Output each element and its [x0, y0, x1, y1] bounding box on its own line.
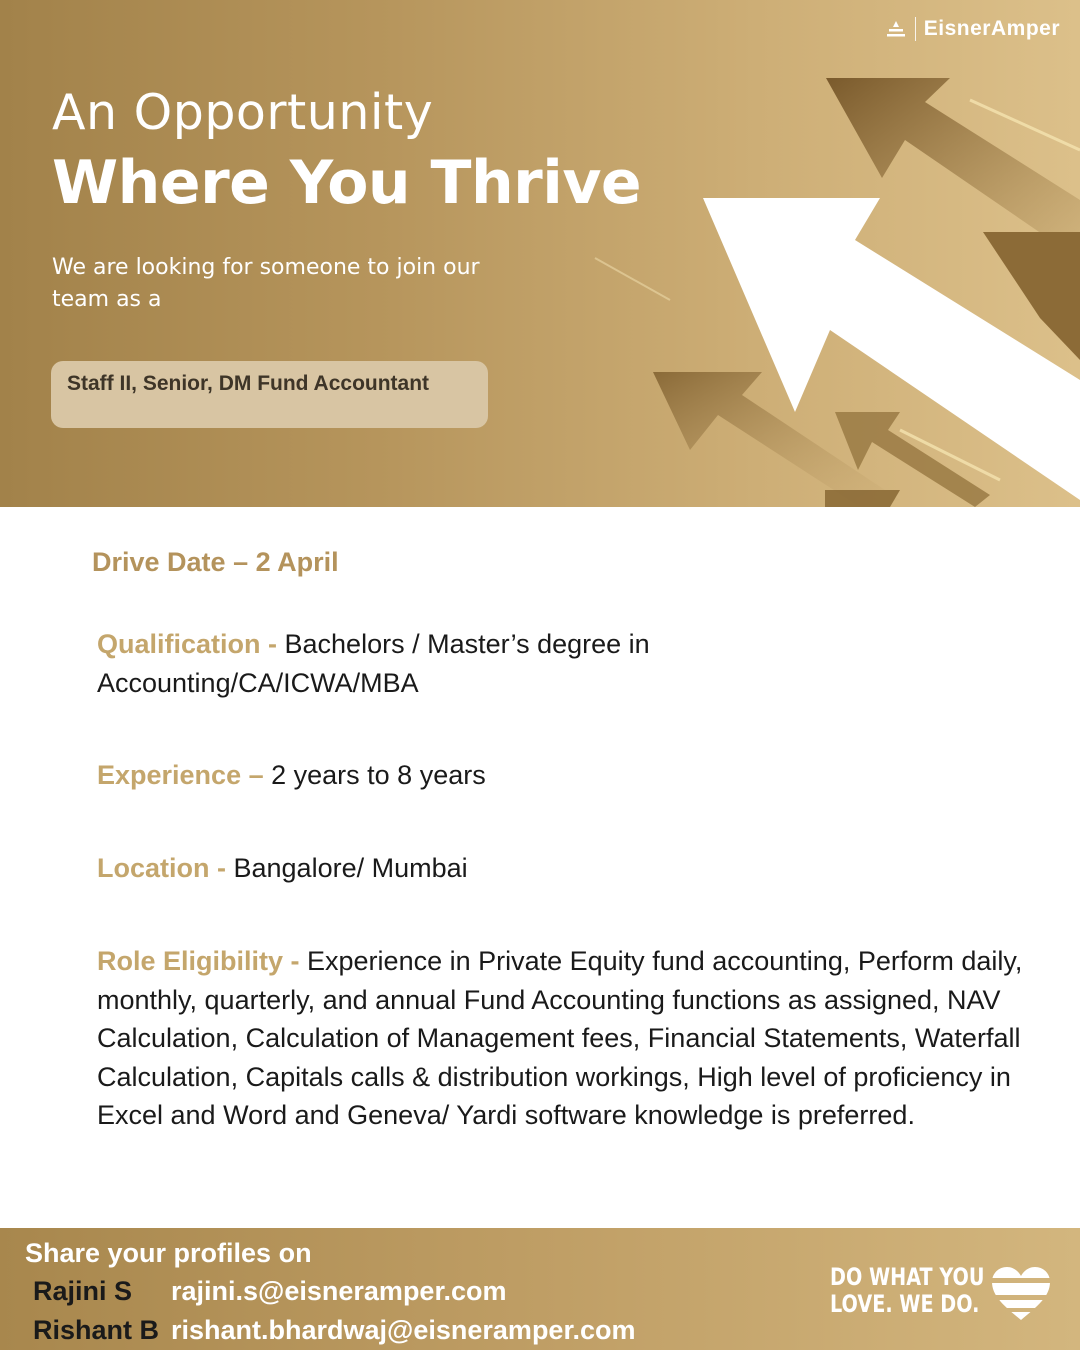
location-label: Location - [97, 853, 234, 883]
intro-text: We are looking for someone to join our team as a [52, 255, 480, 312]
qualification-label: Qualification - [97, 629, 285, 659]
striped-heart-icon [990, 1266, 1052, 1322]
contact-row [33, 1276, 506, 1307]
contact-name: Rishant B [33, 1315, 160, 1345]
contact-email[interactable]: rishant.bhardwaj@eisneramper.com [171, 1315, 636, 1345]
contact-row [33, 1315, 635, 1346]
tagline-line: DO WHAT YOU [830, 1263, 985, 1291]
location-field [97, 849, 1042, 888]
role-eligibility-label: Role Eligibility - [97, 946, 308, 976]
experience-value: 2 years to 8 years [271, 760, 486, 790]
brand-divider [915, 17, 916, 41]
experience-label: Experience – [97, 760, 272, 790]
tagline-line: LOVE. WE DO. [830, 1290, 980, 1318]
drive-date: Drive Date – 2 April [92, 547, 339, 577]
role-title: Staff II, Senior, DM Fund Accountant [67, 372, 430, 395]
brand-logo [885, 14, 1060, 44]
role-eligibility-field [97, 942, 1042, 1135]
contact-email[interactable]: rajini.s@eisneramper.com [171, 1276, 507, 1306]
contact-name: Rajini S [33, 1276, 133, 1306]
role-eligibility-value: Experience in Private Equity fund accounting, Perform daily, monthly, quarterly, and annual Fund Accounting functions as assigned, NAV Calculation, Calculation of Management fees, Financial Statements, Waterfall Calculation, Capitals calls & distribution workings, High level of proficiency in Excel and Word and Geneva/ Yardi software knowledge is preferred. [97, 946, 1023, 1130]
headline-light: An Opportunity [52, 84, 434, 141]
qualification-field [97, 625, 717, 702]
tagline [830, 1264, 984, 1318]
experience-field [97, 756, 1042, 795]
share-title: Share your profiles on [25, 1238, 312, 1268]
headline-bold: Where You Thrive [52, 148, 642, 218]
brand-name: EisnerAmper [923, 17, 1060, 40]
role-pill [51, 361, 488, 428]
qualification-value: Bachelors / Master’s degree in Accounting/CA/ICWA/MBA [97, 629, 650, 698]
footer-banner [0, 1228, 1080, 1350]
job-details [0, 507, 1080, 1228]
eisneramper-logo-icon [885, 18, 907, 40]
location-value: Bangalore/ Mumbai [233, 853, 468, 883]
hero-banner [0, 0, 1080, 507]
